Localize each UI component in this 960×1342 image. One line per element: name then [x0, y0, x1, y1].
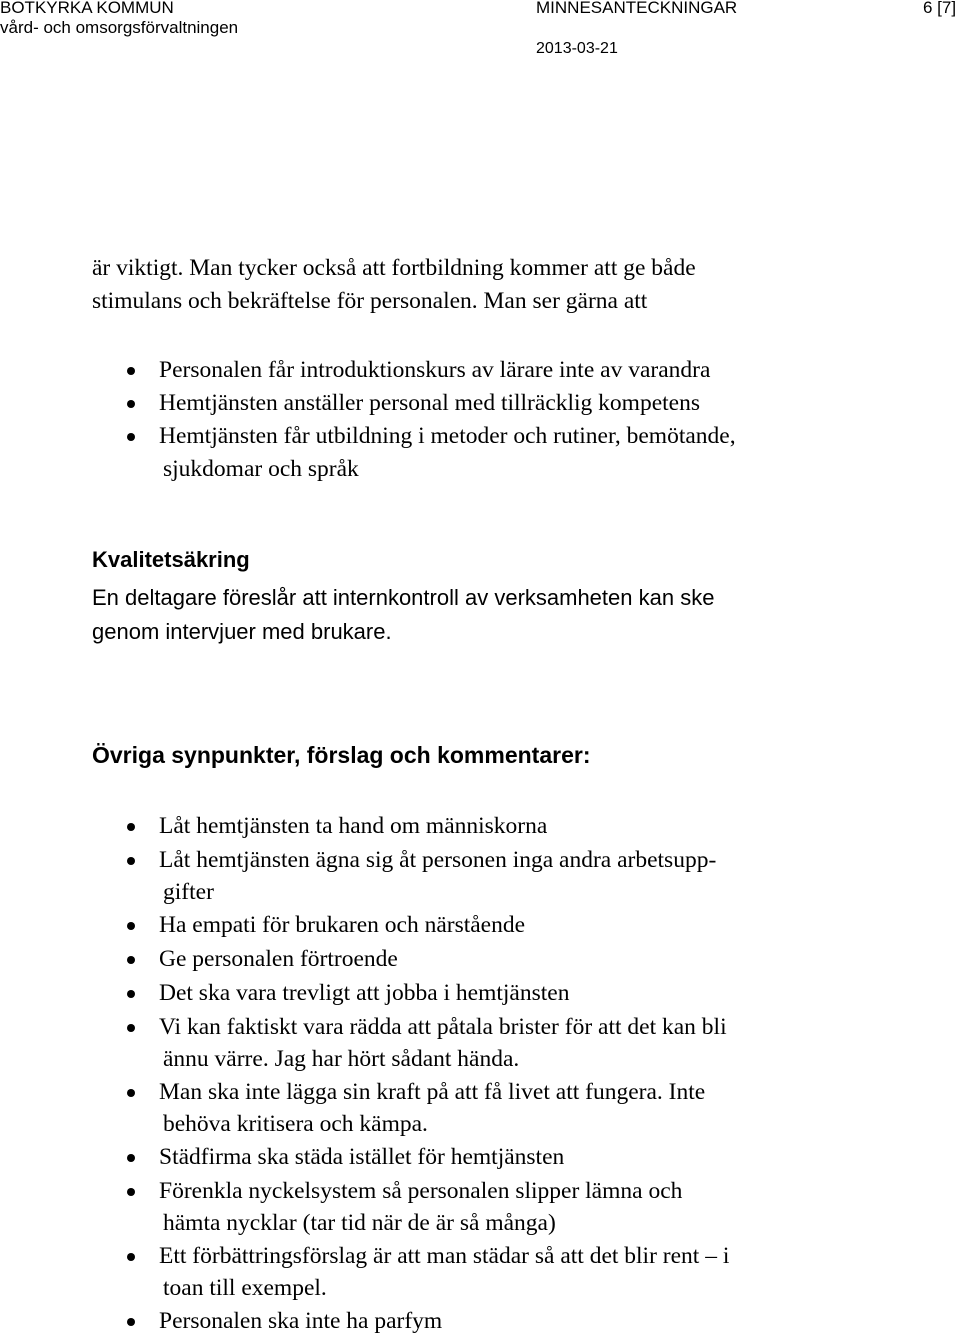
wishes-list: [92, 354, 872, 486]
list-item: Personalen får introduktionskurs av lärare inte av varandra: [92, 354, 872, 387]
bullet-icon: [127, 1089, 135, 1097]
document-date: 2013-03-21: [536, 40, 618, 57]
list-item: Låt hemtjänsten ta hand om människorna: [92, 810, 872, 843]
quality-line-1: En deltagare föreslår att internkontroll av verksamheten kan ske: [92, 585, 715, 610]
bullet-icon: [127, 400, 135, 408]
bullet-icon: [127, 1253, 135, 1261]
bullet-icon: [127, 367, 135, 375]
bullet-icon: [127, 1318, 135, 1326]
list-item: Hemtjänsten får utbildning i metoder och rutiner, bemötande, sjukdomar och språk: [92, 420, 872, 486]
list-item: Ge personalen förtroende: [92, 943, 872, 976]
document-type: MINNESANTECKNINGAR: [536, 0, 738, 17]
list-item: Vi kan faktiskt vara rädda att påtala brister för att det kan bli ännu värre. Jag har hört sådant hända.: [92, 1011, 872, 1075]
page-number: 6 [7]: [923, 0, 957, 17]
bullet-icon: [127, 990, 135, 998]
bullet-icon: [127, 922, 135, 930]
organization-name: BOTKYRKA KOMMUN: [0, 0, 174, 17]
quality-line-2: genom intervjuer med brukare.: [92, 619, 392, 644]
quality-paragraph: [92, 581, 892, 649]
list-item: Ha empati för brukaren och närstående: [92, 909, 872, 942]
list-item: Ett förbättringsförslag är att man städar så att det blir rent – i toan till exempel.: [92, 1240, 872, 1304]
bullet-icon: [127, 1154, 135, 1162]
bullet-icon: [127, 433, 135, 441]
bullet-icon: [127, 1024, 135, 1032]
bullet-icon: [127, 857, 135, 865]
intro-paragraph: [92, 252, 872, 318]
comments-list: [92, 810, 872, 1339]
bullet-icon: [127, 823, 135, 831]
list-item: Hemtjänsten anställer personal med tillräcklig kompetens: [92, 387, 872, 420]
bullet-icon: [127, 1188, 135, 1196]
intro-line-1: är viktigt. Man tycker också att fortbildning kommer att ge både: [92, 255, 696, 281]
department-name: vård- och omsorgsförvaltningen: [0, 18, 239, 37]
section-heading-quality: Kvalitetsäkring: [92, 547, 250, 572]
list-item: Det ska vara trevligt att jobba i hemtjänsten: [92, 977, 872, 1010]
list-item: Låt hemtjänsten ägna sig åt personen inga andra arbetsupp- gifter: [92, 844, 872, 908]
list-item: Personalen ska inte ha parfym: [92, 1305, 872, 1338]
list-item: Förenkla nyckelsystem så personalen slipper lämna och hämta nycklar (tar tid när de är så många): [92, 1175, 872, 1239]
bullet-icon: [127, 956, 135, 964]
list-item: Man ska inte lägga sin kraft på att få livet att fungera. Inte behöva kritisera och kämpa.: [92, 1076, 872, 1140]
section-heading-other: Övriga synpunkter, förslag och kommentarer:: [92, 742, 591, 768]
intro-line-2: stimulans och bekräftelse för personalen. Man ser gärna att: [92, 288, 648, 314]
list-item: Städfirma ska städa istället för hemtjänsten: [92, 1141, 872, 1174]
